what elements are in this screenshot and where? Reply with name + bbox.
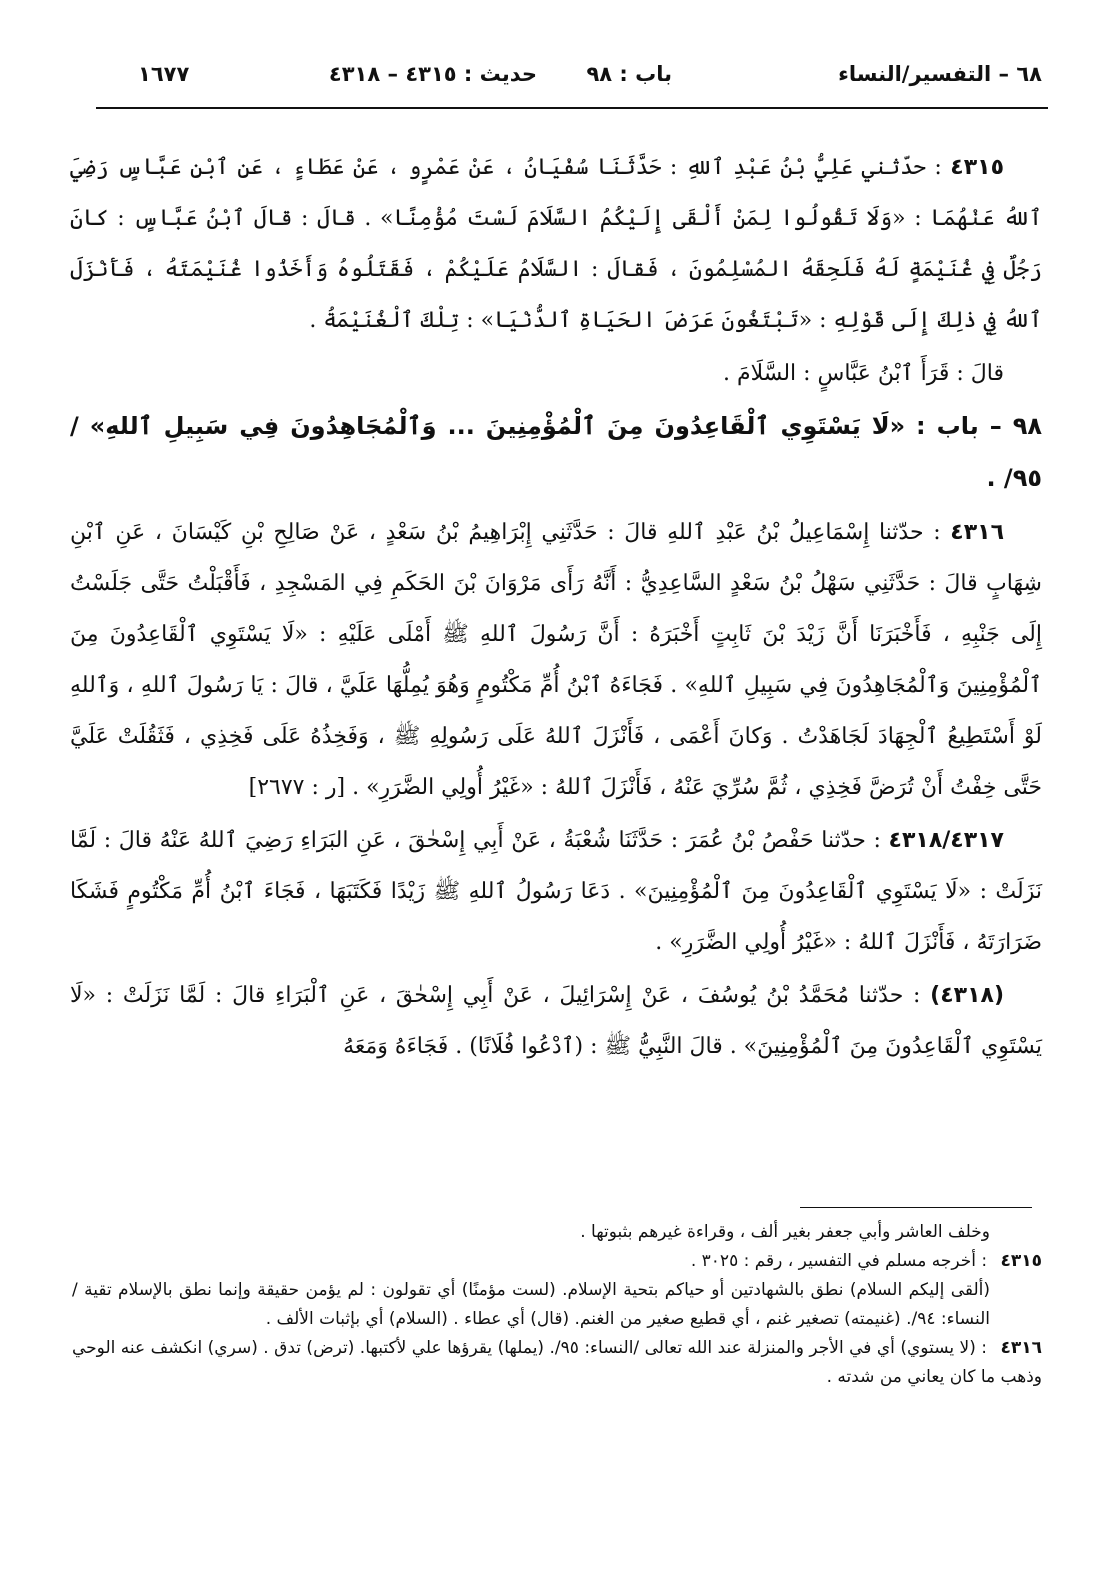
footnote-text: : (لا يستوي) أي في الأجر والمنزلة عند الله تعالى /النساء: ٩٥/. (يملها) يقرؤها علي لأكتبها. (ترض) تدق . (سري) انكشف عنه الوحي وذهب ما كان يعاني من شدته . [72,1338,1042,1387]
hadith-number: (٤٣١٨) [930,983,1004,1008]
hadith-4318 [70,970,1042,1072]
header-divider [96,107,1048,109]
hadith-text: : حدّثنا مُحَمَّدُ بْنُ يُوسُفَ ، عَنْ إِسْرَائِيلَ ، عَنْ أَبِي إِسْحٰقَ ، عَنِ ٱلْبَرَاءِ قالَ : لَمَّا نَزَلَتْ : «لَا يَسْتَوِي ٱلْقَاعِدُونَ مِنَ ٱلْمُؤْمِنِينَ» . قالَ النَّبِيُّ ﷺ : (ٱدْعُوا فُلَانًا) . فَجَاءَهُ وَمَعَهُ [70,983,1042,1059]
hadith-4316 [70,507,1042,813]
hadith-text: : حدّثنا حَفْصُ بْنُ عُمَرَ : حَدَّثَنَا شُعْبَةُ ، عَنْ أَبِي إِسْحٰقَ ، عَنِ البَرَاءِ رَضِيَ ٱللهُ عَنْهُ قالَ : لَمَّا نَزَلَتْ : «لَا يَسْتَوِي ٱلْقَاعِدُونَ مِنَ ٱلْمُؤْمِنِينَ» . دَعَا رَسُولُ ٱللهِ ﷺ زَيْدًا فَكَتَبَهَا ، فَجَاءَ ٱبْنُ أُمِّ مَكْتُومٍ فَشَكَا ضَرَارَتَهُ ، فَأَنْزَلَ ٱللهُ : «غَيْرُ أُولِي الضَّرَرِ» . [70,828,1042,955]
footnote-4316 [72,1334,1042,1392]
hadith-note-text: قالَ : قَرَأَ ٱبْنُ عَبَّاسٍ : السَّلَامَ . [722,361,1004,386]
hadith-4315 [70,142,1042,346]
hadith-number: ٤٣١٦ [950,520,1005,545]
footnote-carry-over: وخلف العاشر وأبي جعفر بغير ألف ، وقراءة غيرهم بثبوتها . [580,1222,990,1242]
page-number: ١٦٧٧ [138,62,190,86]
hadith-text: : حدّثنا إِسْمَاعِيلُ بْنُ عَبْدِ ٱللهِ قالَ : حَدَّثَنِي إِبْرَاهِيمُ بْنُ سَعْدٍ ، عَنْ صَالِحِ بْنِ كَيْسَانَ ، عَنِ ٱبْنِ شِهَابٍ قالَ : حَدَّثَنِي سَهْلُ بْنُ سَعْدٍ السَّاعِدِيُّ : أَنَّهُ رَأَى مَرْوَانَ بْنَ الحَكَمِ فِي المَسْجِدِ ، فَأَقْبَلْتُ حَتَّى جَلَسْتُ إِلَى جَنْبِهِ ، فَأَخْبَرَنَا أَنَّ زَيْدَ بْنَ ثَابِتٍ أَخْبَرَهُ : أَنَّ رَسُولَ ٱللهِ ﷺ أَمْلَى عَلَيْهِ : «لَا يَسْتَوِي ٱلْقَاعِدُونَ مِنَ ٱلْمُؤْمِنِينَ وَٱلْمُجَاهِدُونَ فِي سَبِيلِ ٱللهِ» . فَجَاءَهُ ٱبْنُ أُمِّ مَكْتُومٍ وَهُوَ يُمِلُّهَا عَلَيَّ ، قالَ : يَا رَسُولَ ٱللهِ ، وَٱللهِ لَوْ أَسْتَطِيعُ ٱلْجِهَادَ لَجَاهَدْتُ . وَكانَ أَعْمَى ، فَأَنْزَلَ ٱللهُ عَلَى رَسُولِهِ ﷺ ، وَفَخِذُهُ عَلَى فَخِذِي ، فَثَقُلَتْ عَلَيَّ حَتَّى خِفْتُ أَنْ تُرَضَّ فَخِذِي ، ثُمَّ سُرِّيَ عَنْهُ ، فَأَنْزَلَ ٱللهُ : «غَيْرُ أُولِي الضَّرَرِ» . [ر : ٢٦٧٧] [70,520,1043,800]
footnote-text: : أخرجه مسلم في التفسير ، رقم : ٣٠٢٥ . [690,1251,988,1271]
footnote-number: ٤٣١٥ [1000,1251,1042,1271]
header-chapter: ٦٨ – التفسير/النساء [838,62,1042,86]
footnote-4315 [72,1247,1042,1276]
header-bab: باب : ٩٨ [586,62,672,86]
hadith-text: : حدّثني عَلِيُّ بْنُ عَبْدِ ٱللهِ : حَدَّثَنَا سُفْيَانُ ، عَنْ عَمْرٍو ، عَنْ عَطَاءٍ ، عَنِ ٱبْنِ عَبَّاسٍ رَضِيَ ٱللهُ عَنْهُمَا : «وَلَا تَقُولُوا لِمَنْ أَلْقَى إِلَيْكُمُ السَّلَامَ لَسْتَ مُؤْمِنًا» . قالَ : قالَ ٱبْنُ عَبَّاسٍ : كانَ رَجُلٌ فِي غُنَيْمَةٍ لَهُ فَلَحِقَهُ المُسْلِمُونَ ، فَقالَ : السَّلَامُ عَلَيْكُمْ ، فَقَتَلُوهُ وَأَخَذُوا غُنَيْمَتَهُ ، فَأَنْزَلَ ٱللهُ فِي ذٰلِكَ إِلَى قَوْلِهِ : «تَبْتَغُونَ عَرَضَ الحَيَاةِ ٱلدُّنْيَا» : تِلْكَ ٱلْغُنَيْمَةُ . [70,155,1042,333]
bab-heading [70,401,1042,505]
footnotes [72,1218,1042,1392]
header-hadith-range: حديث : ٤٣١٥ – ٤٣١٨ [328,62,537,86]
footnote-divider [800,1207,1032,1208]
hadith-4317 [70,815,1042,968]
footnote-number: ٤٣١٦ [1000,1338,1042,1358]
main-text [70,142,1042,1072]
hadith-4315-note [70,348,1042,399]
hadith-number: ٤٣١٥ [950,155,1004,180]
footnote-4315-gloss: (ألقى إليكم السلام) نطق بالشهادتين أو حياكم بتحية الإسلام. (لست مؤمنًا) أي تقولون : لم يؤمن حقيقة وإنما نطق بالإسلام تقية /النساء: ٩٤/. (غنيمته) تصغير غنم ، أي قطيع صغير من الغنم. (قال) أي عطاء . (السلام) أي بإثبات الألف . [72,1280,990,1329]
running-header [138,58,1042,98]
bab-title: ٩٨ – باب : «لَا يَسْتَوِي ٱلْقَاعِدُونَ مِنَ ٱلْمُؤْمِنِينَ ... وَٱلْمُجَاهِدُونَ فِي سَبِيلِ ٱللهِ» /٩٥/ . [70,412,1042,492]
hadith-number: ٤٣١٨/٤٣١٧ [888,828,1004,853]
